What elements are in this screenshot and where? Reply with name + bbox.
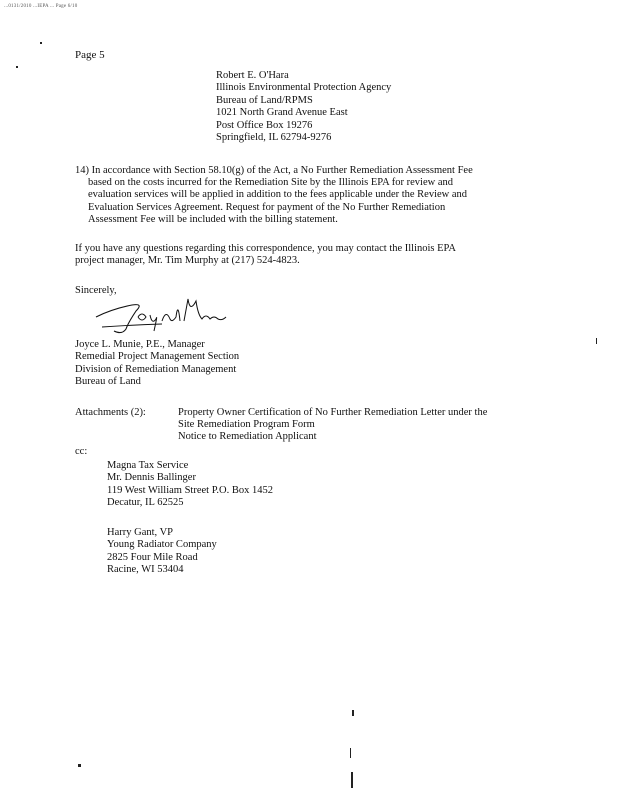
address-line: 1021 North Grand Avenue East — [216, 107, 348, 119]
attachment-item: Notice to Remediation Applicant — [178, 431, 317, 443]
attachments-label: Attachments (2): — [75, 407, 146, 418]
item-line: evaluation services will be applied in addition to the fees applicable under the Review and — [88, 189, 468, 201]
address-line: Robert E. O'Hara — [216, 70, 289, 81]
scan-speck — [78, 764, 81, 767]
recipient-line: Young Radiator Company — [107, 539, 217, 551]
address-line: Illinois Environmental Protection Agency — [216, 82, 392, 94]
signer-line: Bureau of Land — [75, 376, 141, 388]
paragraph-line: If you have any questions regarding this correspondence, you may contact the Illinois EPA — [75, 243, 457, 254]
signer-line: Joyce L. Munie, P.E., Manager — [75, 339, 205, 350]
scan-speck — [40, 42, 42, 44]
paragraph-line: project manager, Mr. Tim Murphy at (217) 524-4823. — [75, 255, 300, 267]
scan-speck — [16, 66, 18, 68]
signature-image — [92, 291, 232, 336]
item-line: Assessment Fee will be included with the billing statement. — [88, 213, 338, 225]
recipient-line: Mr. Dennis Ballinger — [107, 472, 196, 484]
attachment-item: Site Remediation Program Form — [178, 419, 315, 431]
numbered-item-14 — [75, 165, 473, 226]
scan-speck — [350, 748, 351, 758]
recipient-line: 2825 Four Mile Road — [107, 551, 198, 563]
recipient-address — [216, 70, 391, 144]
recipient-line: Harry Gant, VP — [107, 527, 174, 538]
signer-line: Remedial Project Management Section — [75, 351, 240, 363]
scan-speck — [352, 710, 354, 716]
recipient-line: Decatur, IL 62525 — [107, 497, 184, 509]
cc-recipient — [107, 460, 273, 510]
address-line: Bureau of Land/RPMS — [216, 94, 313, 106]
address-line: Springfield, IL 62794-9276 — [216, 131, 332, 143]
signer-line: Division of Remediation Management — [75, 363, 237, 375]
closing: Sincerely, — [75, 285, 117, 296]
scan-speck — [351, 772, 353, 788]
attachments-list — [178, 407, 487, 444]
questions-paragraph — [75, 243, 456, 268]
item-line: Evaluation Services Agreement. Request for payment of the No Further Remediation — [88, 201, 446, 213]
page-number: Page 5 — [75, 49, 105, 61]
item-line: 14) In accordance with Section 58.10(g) of the Act, a No Further Remediation Assessment Fee — [75, 165, 473, 176]
recipient-line: 119 West William Street P.O. Box 1452 — [107, 484, 273, 496]
recipient-line: Magna Tax Service — [107, 460, 189, 471]
recipient-line: Racine, WI 53404 — [107, 564, 184, 576]
cc-label: cc: — [75, 446, 88, 457]
address-line: Post Office Box 19276 — [216, 119, 313, 131]
scan-speck — [596, 338, 597, 344]
signer-block — [75, 339, 239, 389]
attachment-item: Property Owner Certification of No Further Remediation Letter under the — [178, 407, 488, 418]
cc-recipient — [107, 527, 217, 577]
fax-header: ...0131/2010 ...IEPA ... Page 6/10 — [4, 4, 78, 9]
item-line: based on the costs incurred for the Remediation Site by the Illinois EPA for review and — [88, 177, 453, 189]
